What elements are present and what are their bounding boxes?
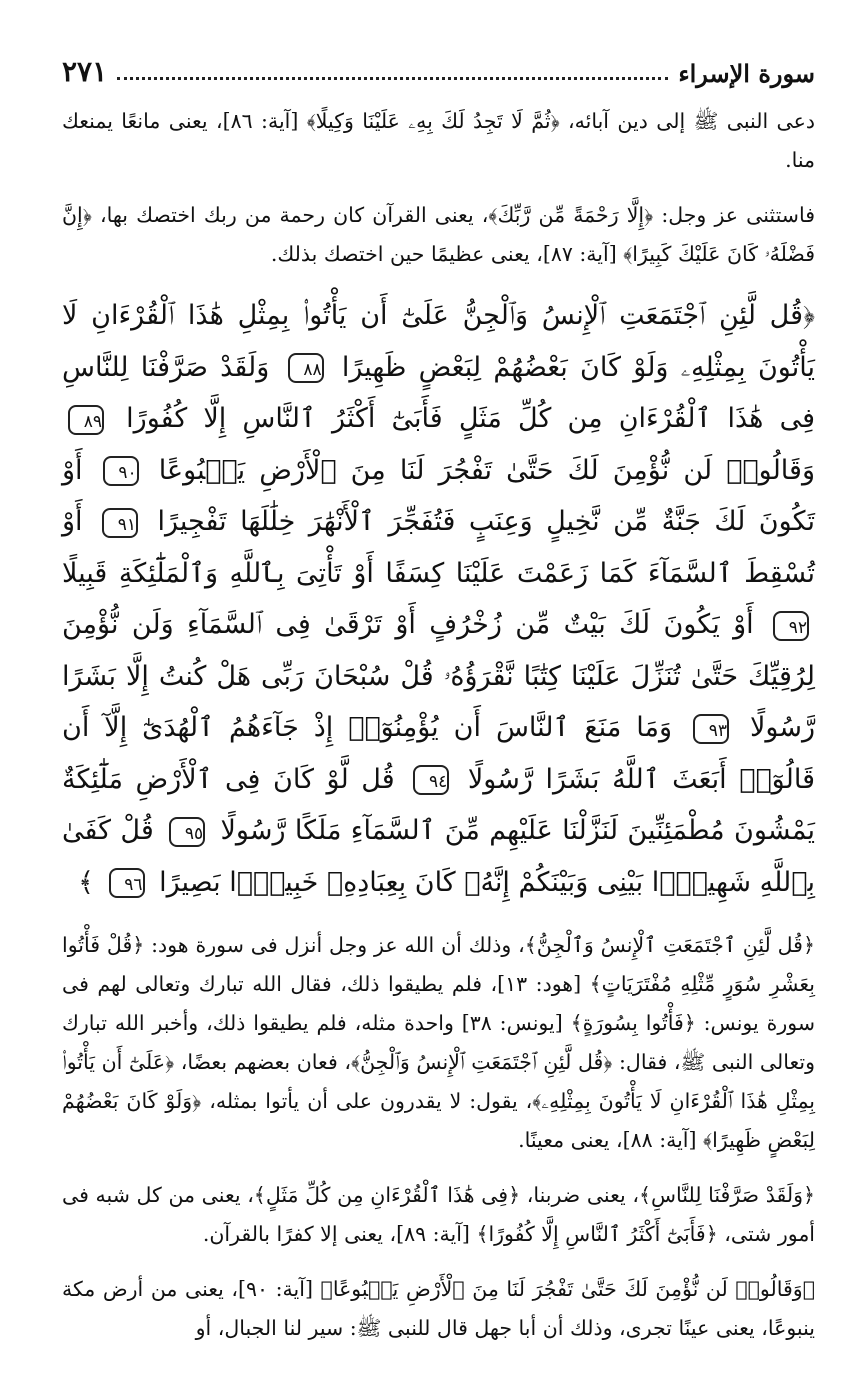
quran-verse-text: وَمَا مَنَعَ ٱلنَّاسَ أَن يُؤْمِنُوٓا۟ إِذْ جَآءَهُمُ ٱلْهُدَىٰٓ إِلَّآ أَن قَالُوٓا۟ أَبَعَثَ ٱللَّهُ بَشَرًا رَّسُولًا	[62, 712, 815, 795]
quran-verse-text: أَوْ تَكُونَ لَكَ جَنَّةٌ مِّن نَّخِيلٍ وَعِنَبٍ فَتُفَجِّرَ ٱلْأَنْهَٰرَ خِلَٰلَهَا تَفْجِيرًا	[62, 454, 815, 537]
commentary-paragraph: ﴿وَلَقَدْ صَرَّفْنَا لِلنَّاسِ﴾، يعنى ضربنا، ﴿فِى هَٰذَا ٱلْقُرْءَانِ مِن كُلِّ مَثَلٍ﴾، يعنى من كل شبه فى أمور شتى، ﴿فَأَبَىٰٓ أَكْثَرُ ٱلنَّاسِ إِلَّا كُفُورًا﴾ [آية: ٨٩]، يعنى إلا كفرًا بالقرآن.	[62, 1183, 815, 1246]
ayah-number-marker: ٩٦	[109, 868, 145, 898]
quran-verses-block	[62, 290, 815, 908]
quran-verse-text: أَوْ يَكُونَ لَكَ بَيْتٌ مِّن زُخْرُفٍ أَوْ تَرْقَىٰ فِى ٱلسَّمَآءِ وَلَن نُّؤْمِنَ لِرُقِيِّكَ حَتَّىٰ تُنَزِّلَ عَلَيْنَا كِتَٰبًا نَّقْرَؤُهُۥ قُلْ سُبْحَانَ رَبِّى هَلْ كُنتُ إِلَّا بَشَرًا رَّسُولًا	[62, 609, 815, 743]
commentary-paragraph: دعى النبى ﷺ إلى دين آبائه، ﴿ثُمَّ لَا تَجِدُ لَكَ بِهِۦ عَلَيْنَا وَكِيلًا﴾ [آية: ٨٦]، يعنى مانعًا يمنعك منا.	[62, 109, 815, 172]
quran-verse-text: قُل لَّوْ كَانَ فِى ٱلْأَرْضِ مَلَٰٓئِكَةٌ يَمْشُونَ مُطْمَئِنِّينَ لَنَزَّلْنَا عَلَيْهِم مِّنَ ٱلسَّمَآءِ مَلَكًا رَّسُولًا	[62, 763, 815, 846]
ayah-number-marker: ٨٨	[288, 353, 324, 383]
quran-closing-bracket: ﴾	[78, 866, 94, 898]
quran-verse-text: قُلْ كَفَىٰ بِٱللَّهِ شَهِيدًۢا بَيْنِى وَبَيْنَكُمْ إِنَّهُۥ كَانَ بِعِبَادِهِۦ خَبِيرًۢا بَصِيرًا	[62, 815, 815, 898]
surah-title: سورة الإسراء	[678, 59, 815, 88]
page-header	[62, 48, 815, 88]
quran-verse-text: أَوْ تُسْقِطَ ٱلسَّمَآءَ كَمَا زَعَمْتَ عَلَيْنَا كِسَفًا أَوْ تَأْتِىَ بِٱللَّهِ وَٱلْمَلَٰٓئِكَةِ قَبِيلًا	[62, 506, 815, 589]
ayah-number-marker: ٩٠	[103, 456, 139, 486]
ayah-number-marker: ٩٢	[773, 611, 809, 641]
quran-verse-text: وَقَالُوا۟ لَن نُّؤْمِنَ لَكَ حَتَّىٰ تَفْجُرَ لَنَا مِنَ ٱلْأَرْضِ يَنۢبُوعًا	[158, 454, 815, 486]
commentary-paragraph: ﴿وَقَالُوا۟ لَن نُّؤْمِنَ لَكَ حَتَّىٰ تَفْجُرَ لَنَا مِنَ ٱلْأَرْضِ يَنۢبُوعًا﴾ [آية: ٩٠]، يعنى من أرض مكة ينبوعًا، يعنى عينًا تجرى، وذلك أن أبا جهل قال للنبى ﷺ: سير لنا الجبال، أو	[62, 1277, 816, 1340]
page-number: ٢٧١	[62, 55, 108, 88]
commentary-paragraph: ﴿قُل لَّئِنِ ٱجْتَمَعَتِ ٱلْإِنسُ وَٱلْجِنُّ﴾، وذلك أن الله عز وجل أنزل فى سورة هود: ﴿قُلْ فَأْتُوا بِعَشْرِ سُوَرٍ مِّثْلِهِ مُفْتَرَيَاتٍ﴾ [هود: ١٣]، فلم يطيقوا ذلك، فقال الله تبارك وتعالى لهم فى سورة يونس: ﴿فَأْتُوا بِسُورَةٍ﴾ [يونس: ٣٨] واحدة مثله، فلم يطيقوا ذلك، وأخبر الله تبارك وتعالى النبى ﷺ، فقال: ﴿قُل لَّئِنِ ٱجْتَمَعَتِ ٱلْإِنسُ وَٱلْجِنُّ﴾، فعان بعضهم بعضًا، ﴿عَلَىٰٓ أَن يَأْتُوا۟ بِمِثْلِ هَٰذَا ٱلْقُرْءَانِ لَا يَأْتُونَ بِمِثْلِهِۦ﴾، يقول: لا يقدرون على أن يأتوا بمثله، ﴿وَلَوْ كَانَ بَعْضُهُمْ لِبَعْضٍ ظَهِيرًا﴾ [آية: ٨٨]، يعنى معينًا.	[62, 933, 815, 1152]
ayah-number-marker: ٩٣	[693, 714, 729, 744]
ayah-number-marker: ٨٩	[68, 405, 104, 435]
ayah-number-marker: ٩٥	[169, 817, 205, 847]
header-dotted-leader	[117, 77, 668, 80]
quran-verse-text: وَلَقَدْ صَرَّفْنَا لِلنَّاسِ فِى هَٰذَا ٱلْقُرْءَانِ مِن كُلِّ مَثَلٍ فَأَبَىٰٓ أَكْثَرُ ٱلنَّاسِ إِلَّا كُفُورًا	[62, 351, 815, 434]
ayah-number-marker: ٩٤	[413, 765, 449, 795]
commentary-paragraph: فاستثنى عز وجل: ﴿إِلَّا رَحْمَةً مِّن رَّبِّكَ﴾، يعنى القرآن كان رحمة من ربك اختصك بها، ﴿إِنَّ فَضْلَهُۥ كَانَ عَلَيْكَ كَبِيرًا﴾ [آية: ٨٧]، يعنى عظيمًا حين اختصك بذلك.	[62, 203, 815, 266]
quran-verse-text: ﴿قُل لَّئِنِ ٱجْتَمَعَتِ ٱلْإِنسُ وَٱلْجِنُّ عَلَىٰٓ أَن يَأْتُوا۟ بِمِثْلِ هَٰذَا ٱلْقُرْءَانِ لَا يَأْتُونَ بِمِثْلِهِۦ وَلَوْ كَانَ بَعْضُهُمْ لِبَعْضٍ ظَهِيرًا	[62, 300, 816, 383]
ayah-number-marker: ٩١	[102, 508, 138, 538]
